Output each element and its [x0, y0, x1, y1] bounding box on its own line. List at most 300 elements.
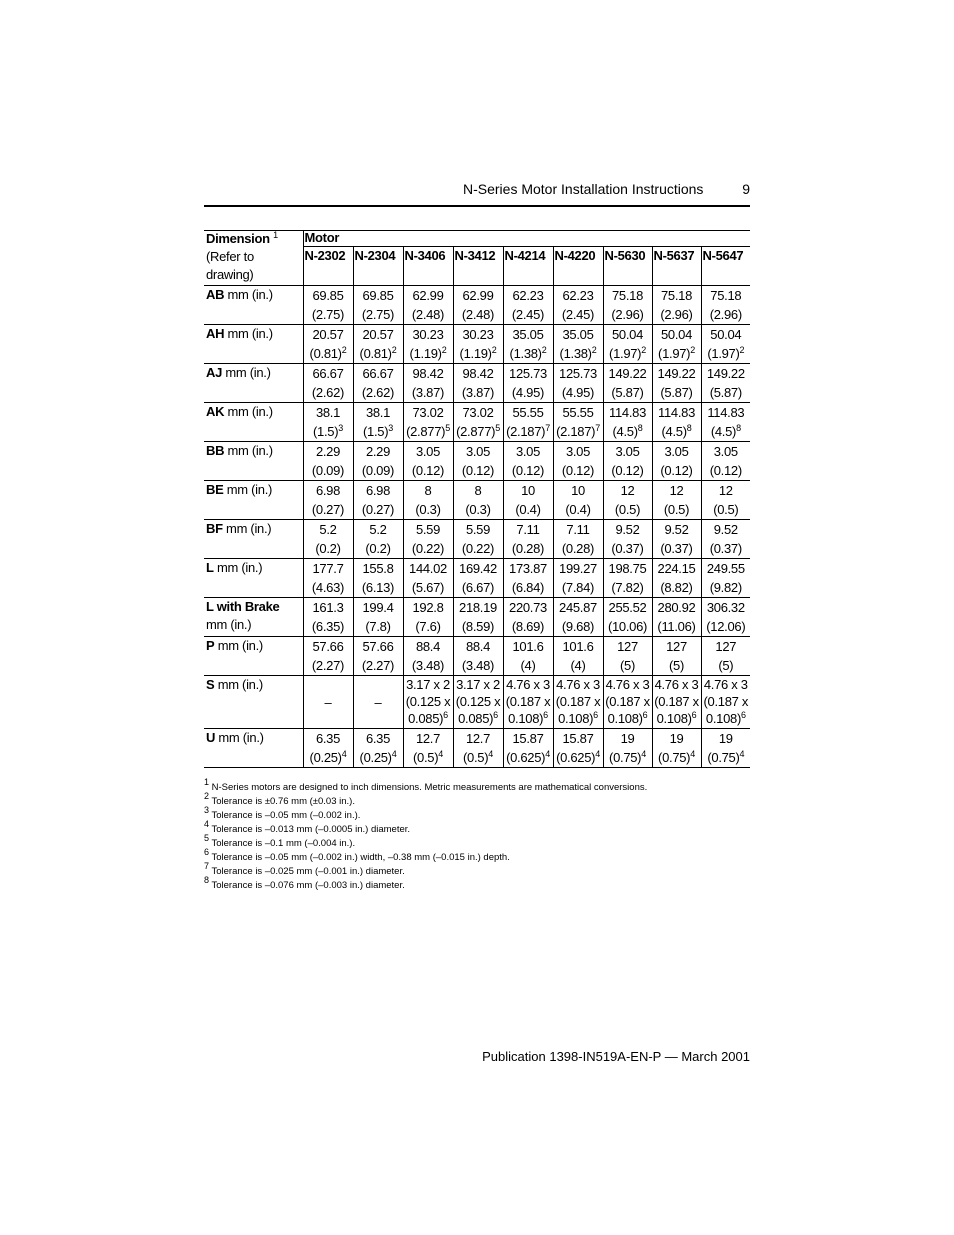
cell-value-mm: 3.17 x 2	[456, 677, 500, 692]
dimension-name-cell	[204, 286, 303, 325]
dimension-name-cell	[204, 481, 303, 520]
table-cell	[303, 637, 353, 676]
cell-value-in: (2.27)	[361, 658, 395, 673]
cell-value-in: (9.68)	[561, 619, 595, 634]
motor-model-header: N-4220	[553, 247, 603, 286]
cell-value-in: 0.108)$^6$	[508, 710, 548, 726]
table-cell	[453, 729, 503, 768]
cell-value-in: (5)	[620, 658, 635, 673]
table-cell	[503, 520, 553, 559]
table-cell	[701, 676, 750, 729]
cell-value-mm: 114.83	[609, 405, 646, 420]
footnote-ref: 4	[341, 749, 347, 759]
cell-value-mm: 198.75	[608, 561, 647, 576]
cell-value-mm: 5.59	[465, 522, 491, 537]
dimension-unit: mm (in.)	[226, 482, 273, 497]
cell-value-mm: 20.57	[362, 327, 394, 342]
cell-value-mm: 88.4	[415, 639, 441, 654]
cell-value-in: (4)	[520, 658, 536, 673]
footnote-text: Tolerance is –0.05 mm (–0.002 in.) width, –0.38 mm (–0.015 in.) depth.	[209, 852, 510, 863]
cell-value-mm: 12	[718, 483, 733, 498]
footnote	[204, 833, 764, 851]
footnote-ref: 8	[637, 423, 643, 433]
dimension-name: AK	[206, 404, 225, 419]
table-cell	[503, 442, 553, 481]
cell-value-in: $(2.187)^7$	[556, 423, 600, 439]
footnote-ref: 4	[488, 749, 493, 759]
table-cell	[403, 729, 453, 768]
cell-value-mm: 6.98	[315, 483, 341, 498]
table-cell	[652, 559, 701, 598]
table-cell	[701, 442, 750, 481]
cell-value-in: (0.37)	[660, 541, 693, 556]
table-cell	[503, 325, 553, 364]
cell-value-in: (0.4)	[515, 502, 541, 517]
table-cell	[503, 676, 553, 729]
dimensions-table	[204, 230, 750, 768]
table-row	[204, 729, 750, 768]
table-cell	[453, 520, 503, 559]
table-cell	[303, 325, 353, 364]
cell-value-in: $(0.625)^4$	[506, 749, 550, 765]
footnote-ref: 3	[388, 423, 393, 433]
cell-value-mm: 10	[521, 483, 535, 498]
cell-value-mm: 199.27	[559, 561, 597, 576]
table-cell	[503, 481, 553, 520]
cell-value-in: (2.96)	[709, 307, 742, 322]
table-cell	[453, 598, 503, 637]
cell-value-in: (0.125 x	[455, 694, 501, 709]
table-cell	[701, 559, 750, 598]
cell-value-mm: 50.04	[660, 327, 693, 342]
cell-value-mm: 10	[571, 483, 585, 498]
dimension-unit: mm (in.)	[227, 326, 273, 341]
cell-value-mm: 57.66	[362, 639, 394, 654]
cell-value-mm: 177.7	[312, 561, 344, 576]
table-cell	[652, 676, 701, 729]
table-cell	[353, 598, 403, 637]
cell-value-in: (0.22)	[411, 541, 445, 556]
table-cell	[652, 364, 701, 403]
motor-model-header: N-5630	[603, 247, 652, 286]
cell-value-mm: 98.42	[412, 366, 444, 381]
dimension-unit: mm (in.)	[216, 560, 263, 575]
cell-value-in: (0.12)	[709, 463, 742, 478]
cell-value-mm: 69.85	[362, 288, 394, 303]
dimension-name-cell	[204, 364, 303, 403]
cell-value-mm: 62.23	[562, 288, 594, 303]
dimension-name-cell	[204, 520, 303, 559]
dimension-unit: mm (in.)	[206, 617, 252, 632]
cell-value-in: (6.67)	[461, 580, 495, 595]
cell-value-in: $(0.75)^4$	[658, 749, 695, 765]
table-cell	[652, 481, 701, 520]
table-cell	[603, 637, 652, 676]
cell-value-mm: 149.22	[657, 366, 696, 381]
cell-value-in: $(1.19)^2$	[409, 345, 447, 361]
cell-value-mm: 3.05	[713, 444, 738, 459]
cell-value-in: (12.06)	[706, 619, 746, 634]
cell-value-mm: 12	[669, 483, 684, 498]
cell-value-in: (0.5)	[713, 502, 739, 517]
table-cell	[353, 325, 403, 364]
table-cell	[652, 520, 701, 559]
footnote-number: 4	[204, 819, 210, 829]
table-cell	[652, 442, 701, 481]
cell-value-mm: 161.3	[312, 600, 344, 615]
dimension-unit: mm (in.)	[227, 443, 273, 458]
cell-value-mm: 220.73	[509, 600, 547, 615]
footnote-ref: 2	[690, 345, 695, 355]
cell-value-mm: 35.05	[512, 327, 544, 342]
cell-value: –	[324, 694, 332, 710]
motor-header: Motor	[303, 230, 750, 247]
table-cell	[303, 481, 353, 520]
footnote	[204, 875, 764, 893]
dimension-name-cell	[204, 403, 303, 442]
cell-value-in: (2.96)	[611, 307, 644, 322]
cell-value-mm: 55.55	[562, 405, 594, 420]
footnote-number: 8	[204, 875, 210, 885]
dimension-name: AJ	[206, 365, 223, 380]
table-cell	[603, 676, 652, 729]
cell-value-mm: 3.05	[465, 444, 491, 459]
table-cell	[453, 481, 503, 520]
cell-value-in: (0.12)	[611, 463, 644, 478]
cell-value-in: (2.62)	[361, 385, 395, 400]
cell-value-in: (0.09)	[311, 463, 345, 478]
table-cell	[553, 286, 603, 325]
dimension-name-cell	[204, 325, 303, 364]
cell-value-in: (0.4)	[565, 502, 591, 517]
cell-value-mm: 101.6	[512, 639, 544, 654]
footnote-ref: 7	[595, 423, 600, 433]
table-cell	[652, 325, 701, 364]
cell-value-in: (4.95)	[561, 385, 595, 400]
cell-value-in: (0.187 x	[555, 694, 601, 709]
cell-value-in: (2.75)	[311, 307, 345, 322]
cell-value-mm: 30.23	[412, 327, 444, 342]
page-number: 9	[742, 181, 750, 197]
cell-value-mm: 35.05	[562, 327, 594, 342]
cell-value: –	[374, 694, 382, 710]
cell-value-mm: 125.73	[559, 366, 597, 381]
cell-value-in: (0.27)	[311, 502, 345, 517]
cell-value-mm: 6.98	[365, 483, 391, 498]
cell-value-in: (3.87)	[461, 385, 495, 400]
cell-value-in: 0.085)$^6$	[408, 710, 448, 726]
table-cell	[553, 520, 603, 559]
cell-value-in: (0.37)	[611, 541, 644, 556]
cell-value-in: (2.48)	[461, 307, 495, 322]
cell-value-mm: 3.17 x 2	[406, 677, 450, 692]
dimension-name: BE	[206, 482, 224, 497]
table-cell	[353, 637, 403, 676]
cell-value-mm: 62.23	[512, 288, 544, 303]
footnote-number: 6	[204, 847, 210, 857]
table-row	[204, 364, 750, 403]
cell-value-in: (5.87)	[611, 385, 644, 400]
cell-value-in: $(0.75)^4$	[707, 749, 745, 765]
table-cell	[553, 676, 603, 729]
table-row	[204, 637, 750, 676]
table-cell	[503, 729, 553, 768]
footnote	[204, 819, 764, 837]
table-row	[204, 676, 750, 729]
table-cell	[701, 598, 750, 637]
cell-value-in: (3.48)	[461, 658, 495, 673]
cell-value-in: $(0.5)^4$	[413, 749, 443, 765]
cell-value-mm: 255.52	[608, 600, 647, 615]
cell-value-mm: 218.19	[459, 600, 497, 615]
table-cell	[701, 729, 750, 768]
cell-value-in: (4.95)	[511, 385, 545, 400]
table-cell	[701, 364, 750, 403]
table-row	[204, 442, 750, 481]
cell-value-in: (8.59)	[461, 619, 495, 634]
table-cell	[503, 364, 553, 403]
footnote-ref: 1	[273, 230, 278, 240]
cell-value-mm: 12.7	[465, 731, 491, 746]
table-cell	[503, 559, 553, 598]
table-cell	[701, 637, 750, 676]
cell-value-mm: 30.23	[462, 327, 494, 342]
footnote-ref: 4	[739, 749, 745, 759]
cell-value-in: $(0.81)^2$	[359, 345, 397, 361]
cell-value-mm: 3.05	[664, 444, 689, 459]
footnote-ref: 2	[491, 345, 497, 355]
cell-value-mm: 9.52	[615, 522, 640, 537]
table-cell	[603, 559, 652, 598]
footnote-ref: 3	[338, 423, 343, 433]
cell-value-in: $(0.75)^4$	[609, 749, 646, 765]
cell-value-in: (5.87)	[709, 385, 742, 400]
dimension-unit: mm (in.)	[227, 404, 273, 419]
footnote-ref: 6	[642, 710, 648, 720]
cell-value-mm: 15.87	[512, 731, 544, 746]
cell-value-mm: 38.1	[315, 405, 341, 420]
cell-value-mm: 5.59	[415, 522, 441, 537]
cell-value-mm: 114.83	[707, 405, 745, 420]
table-cell	[353, 481, 403, 520]
table-cell	[353, 676, 403, 729]
dimension-label: Dimension	[206, 231, 270, 246]
table-cell	[553, 598, 603, 637]
table-cell	[303, 364, 353, 403]
table-cell	[303, 520, 353, 559]
table-cell	[453, 286, 503, 325]
cell-value-in: $(1.97)^2$	[707, 345, 745, 361]
dimension-name: AB	[206, 287, 225, 302]
cell-value-mm: 57.66	[312, 639, 344, 654]
cell-value-mm: 6.35	[365, 731, 391, 746]
table-cell	[603, 481, 652, 520]
footnote-ref: 4	[391, 749, 397, 759]
dimension-unit: mm (in.)	[217, 677, 263, 692]
table-cell	[403, 520, 453, 559]
cell-value-in: (6.84)	[511, 580, 545, 595]
dimension-name-cell	[204, 598, 303, 637]
table-row	[204, 325, 750, 364]
cell-value-mm: 2.29	[315, 444, 341, 459]
table-cell	[353, 729, 403, 768]
cell-value-in: $(1.97)^2$	[658, 345, 695, 361]
publication-footer: Publication 1398-IN519A-EN-P — March 2001	[482, 1049, 750, 1064]
footnote-ref: 6	[493, 710, 498, 720]
cell-value-in: (5)	[669, 658, 684, 673]
footnote-ref: 6	[543, 710, 548, 720]
cell-value-mm: 306.32	[706, 600, 745, 615]
table-cell	[403, 325, 453, 364]
table-cell	[303, 442, 353, 481]
footnote-text: Tolerance is ±0.76 mm (±0.03 in.).	[209, 796, 355, 807]
cell-value-mm: 66.67	[362, 366, 394, 381]
cell-value-mm: 4.76 x 3	[654, 677, 699, 692]
cell-value-mm: 114.83	[658, 405, 695, 420]
cell-value-mm: 55.55	[512, 405, 544, 420]
cell-value-mm: 4.76 x 3	[556, 677, 600, 692]
table-cell	[453, 442, 503, 481]
footnote	[204, 777, 764, 795]
table-cell	[553, 481, 603, 520]
table-cell	[701, 286, 750, 325]
cell-value-mm: 127	[617, 639, 638, 654]
cell-value-mm: 2.29	[365, 444, 391, 459]
dimension-unit: mm (in.)	[226, 521, 272, 536]
table-cell	[553, 729, 603, 768]
cell-value-in: $(2.877)^5$	[406, 423, 450, 439]
motor-model-header: N-5647	[701, 247, 750, 286]
cell-value-in: (4.63)	[311, 580, 345, 595]
table-cell	[503, 598, 553, 637]
cell-value-in: 0.108)$^6$	[607, 710, 648, 726]
cell-value-mm: 62.99	[462, 288, 494, 303]
table-cell	[453, 325, 503, 364]
cell-value-mm: 9.52	[664, 522, 689, 537]
cell-value-in: 0.108)$^6$	[558, 710, 598, 726]
footnote-number: 3	[204, 805, 210, 815]
cell-value-in: (0.5)	[663, 502, 690, 517]
cell-value-in: (0.12)	[561, 463, 595, 478]
cell-value-in: (0.12)	[511, 463, 545, 478]
table-cell	[353, 403, 403, 442]
cell-value-mm: 12	[620, 483, 635, 498]
dimension-unit: mm (in.)	[218, 730, 264, 745]
cell-value-in: (0.22)	[461, 541, 495, 556]
cell-value-in: (8.69)	[511, 619, 545, 634]
cell-value-mm: 75.18	[660, 288, 693, 303]
cell-value-in: (3.48)	[411, 658, 445, 673]
table-cell	[303, 403, 353, 442]
cell-value-mm: 144.02	[409, 561, 447, 576]
cell-value-in: (0.3)	[465, 502, 491, 517]
cell-value-in: 0.085)$^6$	[458, 710, 498, 726]
cell-value-in: $(0.25)^4$	[309, 749, 347, 765]
footnote	[204, 805, 764, 823]
table-cell	[403, 442, 453, 481]
table-cell	[553, 364, 603, 403]
cell-value-in: 0.108)$^6$	[705, 710, 746, 726]
cell-value-in: (0.3)	[415, 502, 441, 517]
cell-value-mm: 3.05	[515, 444, 541, 459]
table-cell	[553, 403, 603, 442]
cell-value-mm: 101.6	[562, 639, 594, 654]
table-cell	[603, 325, 652, 364]
footnote-ref: 4	[438, 749, 443, 759]
table-cell	[453, 559, 503, 598]
cell-value-in: (5.87)	[660, 385, 693, 400]
dimension-name: AH	[206, 326, 225, 341]
cell-value-in: (7.6)	[415, 619, 441, 634]
cell-value-mm: 98.42	[462, 366, 494, 381]
cell-value-in: (11.06)	[657, 619, 696, 634]
cell-value-mm: 3.05	[565, 444, 591, 459]
cell-value-mm: 69.85	[312, 288, 344, 303]
cell-value-mm: 149.22	[608, 366, 647, 381]
footnote-text: Tolerance is –0.05 mm (–0.002 in.).	[209, 810, 361, 821]
cell-value-mm: 88.4	[465, 639, 491, 654]
page-header	[204, 181, 750, 207]
table-cell	[503, 286, 553, 325]
document-title: N-Series Motor Installation Instructions	[463, 181, 704, 197]
cell-value-in: $(4.5)^8$	[612, 423, 643, 439]
cell-value-mm: 50.04	[611, 327, 644, 342]
footnote-number: 7	[204, 861, 210, 871]
cell-value-in: (2.45)	[561, 307, 595, 322]
footnote-ref: 8	[686, 423, 692, 433]
cell-value-in: $(1.19)^2$	[459, 345, 497, 361]
table-cell	[652, 286, 701, 325]
dimension-name-cell	[204, 676, 303, 729]
cell-value-mm: 249.55	[706, 561, 745, 576]
footnote-ref: 2	[541, 345, 547, 355]
cell-value-in: (0.09)	[361, 463, 395, 478]
cell-value-in: (7.8)	[365, 619, 391, 634]
table-cell	[603, 729, 652, 768]
footnote-text: Tolerance is –0.1 mm (–0.004 in.).	[209, 838, 356, 849]
footnote	[204, 847, 764, 865]
footnote-ref: 2	[591, 345, 597, 355]
table-cell	[453, 676, 503, 729]
cell-value-in: $(2.877)^5$	[456, 423, 500, 439]
cell-value-in: (0.28)	[561, 541, 595, 556]
dimension-unit: mm (in.)	[225, 365, 271, 380]
motor-model-header: N-4214	[503, 247, 553, 286]
footnote-ref: 2	[641, 345, 646, 355]
cell-value-in: (9.82)	[709, 580, 742, 595]
cell-value-mm: 127	[715, 639, 737, 654]
cell-value-in: (4)	[570, 658, 586, 673]
table-cell	[701, 520, 750, 559]
table-cell	[652, 637, 701, 676]
dimension-name: U	[206, 730, 216, 745]
table-cell	[403, 286, 453, 325]
cell-value-mm: 245.87	[559, 600, 597, 615]
footnote-text: Tolerance is –0.025 mm (–0.001 in.) diameter.	[209, 866, 405, 877]
table-row	[204, 598, 750, 637]
table-cell	[403, 403, 453, 442]
dimension-name: P	[206, 638, 215, 653]
cell-value-mm: 169.42	[459, 561, 497, 576]
cell-value-in: (0.125 x	[405, 694, 451, 709]
cell-value-in: $(0.81)^2$	[309, 345, 347, 361]
cell-value-mm: 19	[718, 731, 733, 746]
cell-value-mm: 73.02	[462, 405, 494, 420]
footnote-number: 2	[204, 791, 210, 801]
motor-model-header: N-2304	[353, 247, 403, 286]
table-cell	[603, 364, 652, 403]
table-cell	[603, 442, 652, 481]
